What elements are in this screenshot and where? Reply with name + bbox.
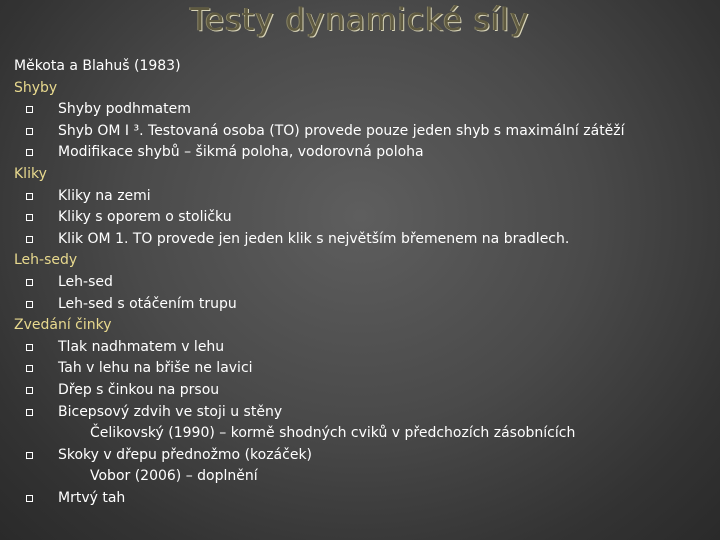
list-item-text: Tlak nadhmatem v lehu — [58, 338, 225, 355]
square-bullet-icon — [26, 214, 33, 221]
list-item — [14, 142, 714, 164]
note-celikovsky: Čelikovský (1990) – kormě shodných cviků v předchozích zásobnících — [90, 425, 576, 442]
square-bullet-icon — [26, 344, 33, 351]
slide-title: Testy dynamické síly — [190, 2, 530, 38]
square-bullet-icon — [26, 409, 33, 416]
list-item-text: Shyb OM I ³. Testovaná osoba (TO) provede pouze jeden shyb s maximální zátěží — [58, 122, 625, 139]
list-item — [14, 358, 714, 380]
note-vobor: Vobor (2006) – doplnění — [90, 468, 258, 485]
list-item — [14, 380, 714, 402]
list-item-text: Tah v lehu na břiše ne lavici — [58, 360, 253, 377]
list-item-text: Shyby podhmatem — [58, 101, 191, 118]
section-heading-shyby: Shyby — [14, 79, 58, 96]
list-item — [14, 207, 714, 229]
square-bullet-icon — [26, 149, 33, 156]
list-item-text: Leh-sed — [58, 273, 113, 290]
list-item-text: Dřep s činkou na prsou — [58, 381, 220, 398]
slide-content — [14, 56, 714, 509]
list-item — [14, 229, 714, 251]
list-item — [14, 186, 714, 208]
section-heading-zvedani-cinky: Zvedání činky — [14, 317, 112, 334]
square-bullet-icon — [26, 387, 33, 394]
list-item-text: Leh-sed s otáčením trupu — [58, 295, 237, 312]
list-item-text: Bicepsový zdvih ve stoji u stěny — [58, 403, 283, 420]
square-bullet-icon — [26, 365, 33, 372]
section-heading-leh-sedy: Leh-sedy — [14, 252, 78, 269]
square-bullet-icon — [26, 236, 33, 243]
list-item — [14, 337, 714, 359]
list-item-text: Modifikace shybů – šikmá poloha, vodorovná poloha — [58, 144, 424, 161]
list-item — [14, 99, 714, 121]
list-item — [14, 488, 714, 510]
list-item-text: Mrtvý tah — [58, 489, 126, 506]
list-item — [14, 445, 714, 467]
list-item-text: Skoky v dřepu přednožmo (kozáček) — [58, 446, 313, 463]
list-item — [14, 121, 714, 143]
square-bullet-icon — [26, 452, 33, 459]
square-bullet-icon — [26, 106, 33, 113]
square-bullet-icon — [26, 193, 33, 200]
square-bullet-icon — [26, 279, 33, 286]
square-bullet-icon — [26, 301, 33, 308]
list-item-text: Kliky s oporem o stoličku — [58, 209, 232, 226]
list-item-text: Kliky na zemi — [58, 187, 151, 204]
source-line: Měkota a Blahuš (1983) — [14, 58, 181, 74]
list-item — [14, 294, 714, 316]
square-bullet-icon — [26, 128, 33, 135]
list-item — [14, 272, 714, 294]
section-heading-kliky: Kliky — [14, 165, 47, 182]
square-bullet-icon — [26, 495, 33, 502]
list-item-text: Klik OM 1. TO provede jen jeden klik s největším břemenem na bradlech. — [58, 230, 570, 247]
list-item — [14, 402, 714, 424]
